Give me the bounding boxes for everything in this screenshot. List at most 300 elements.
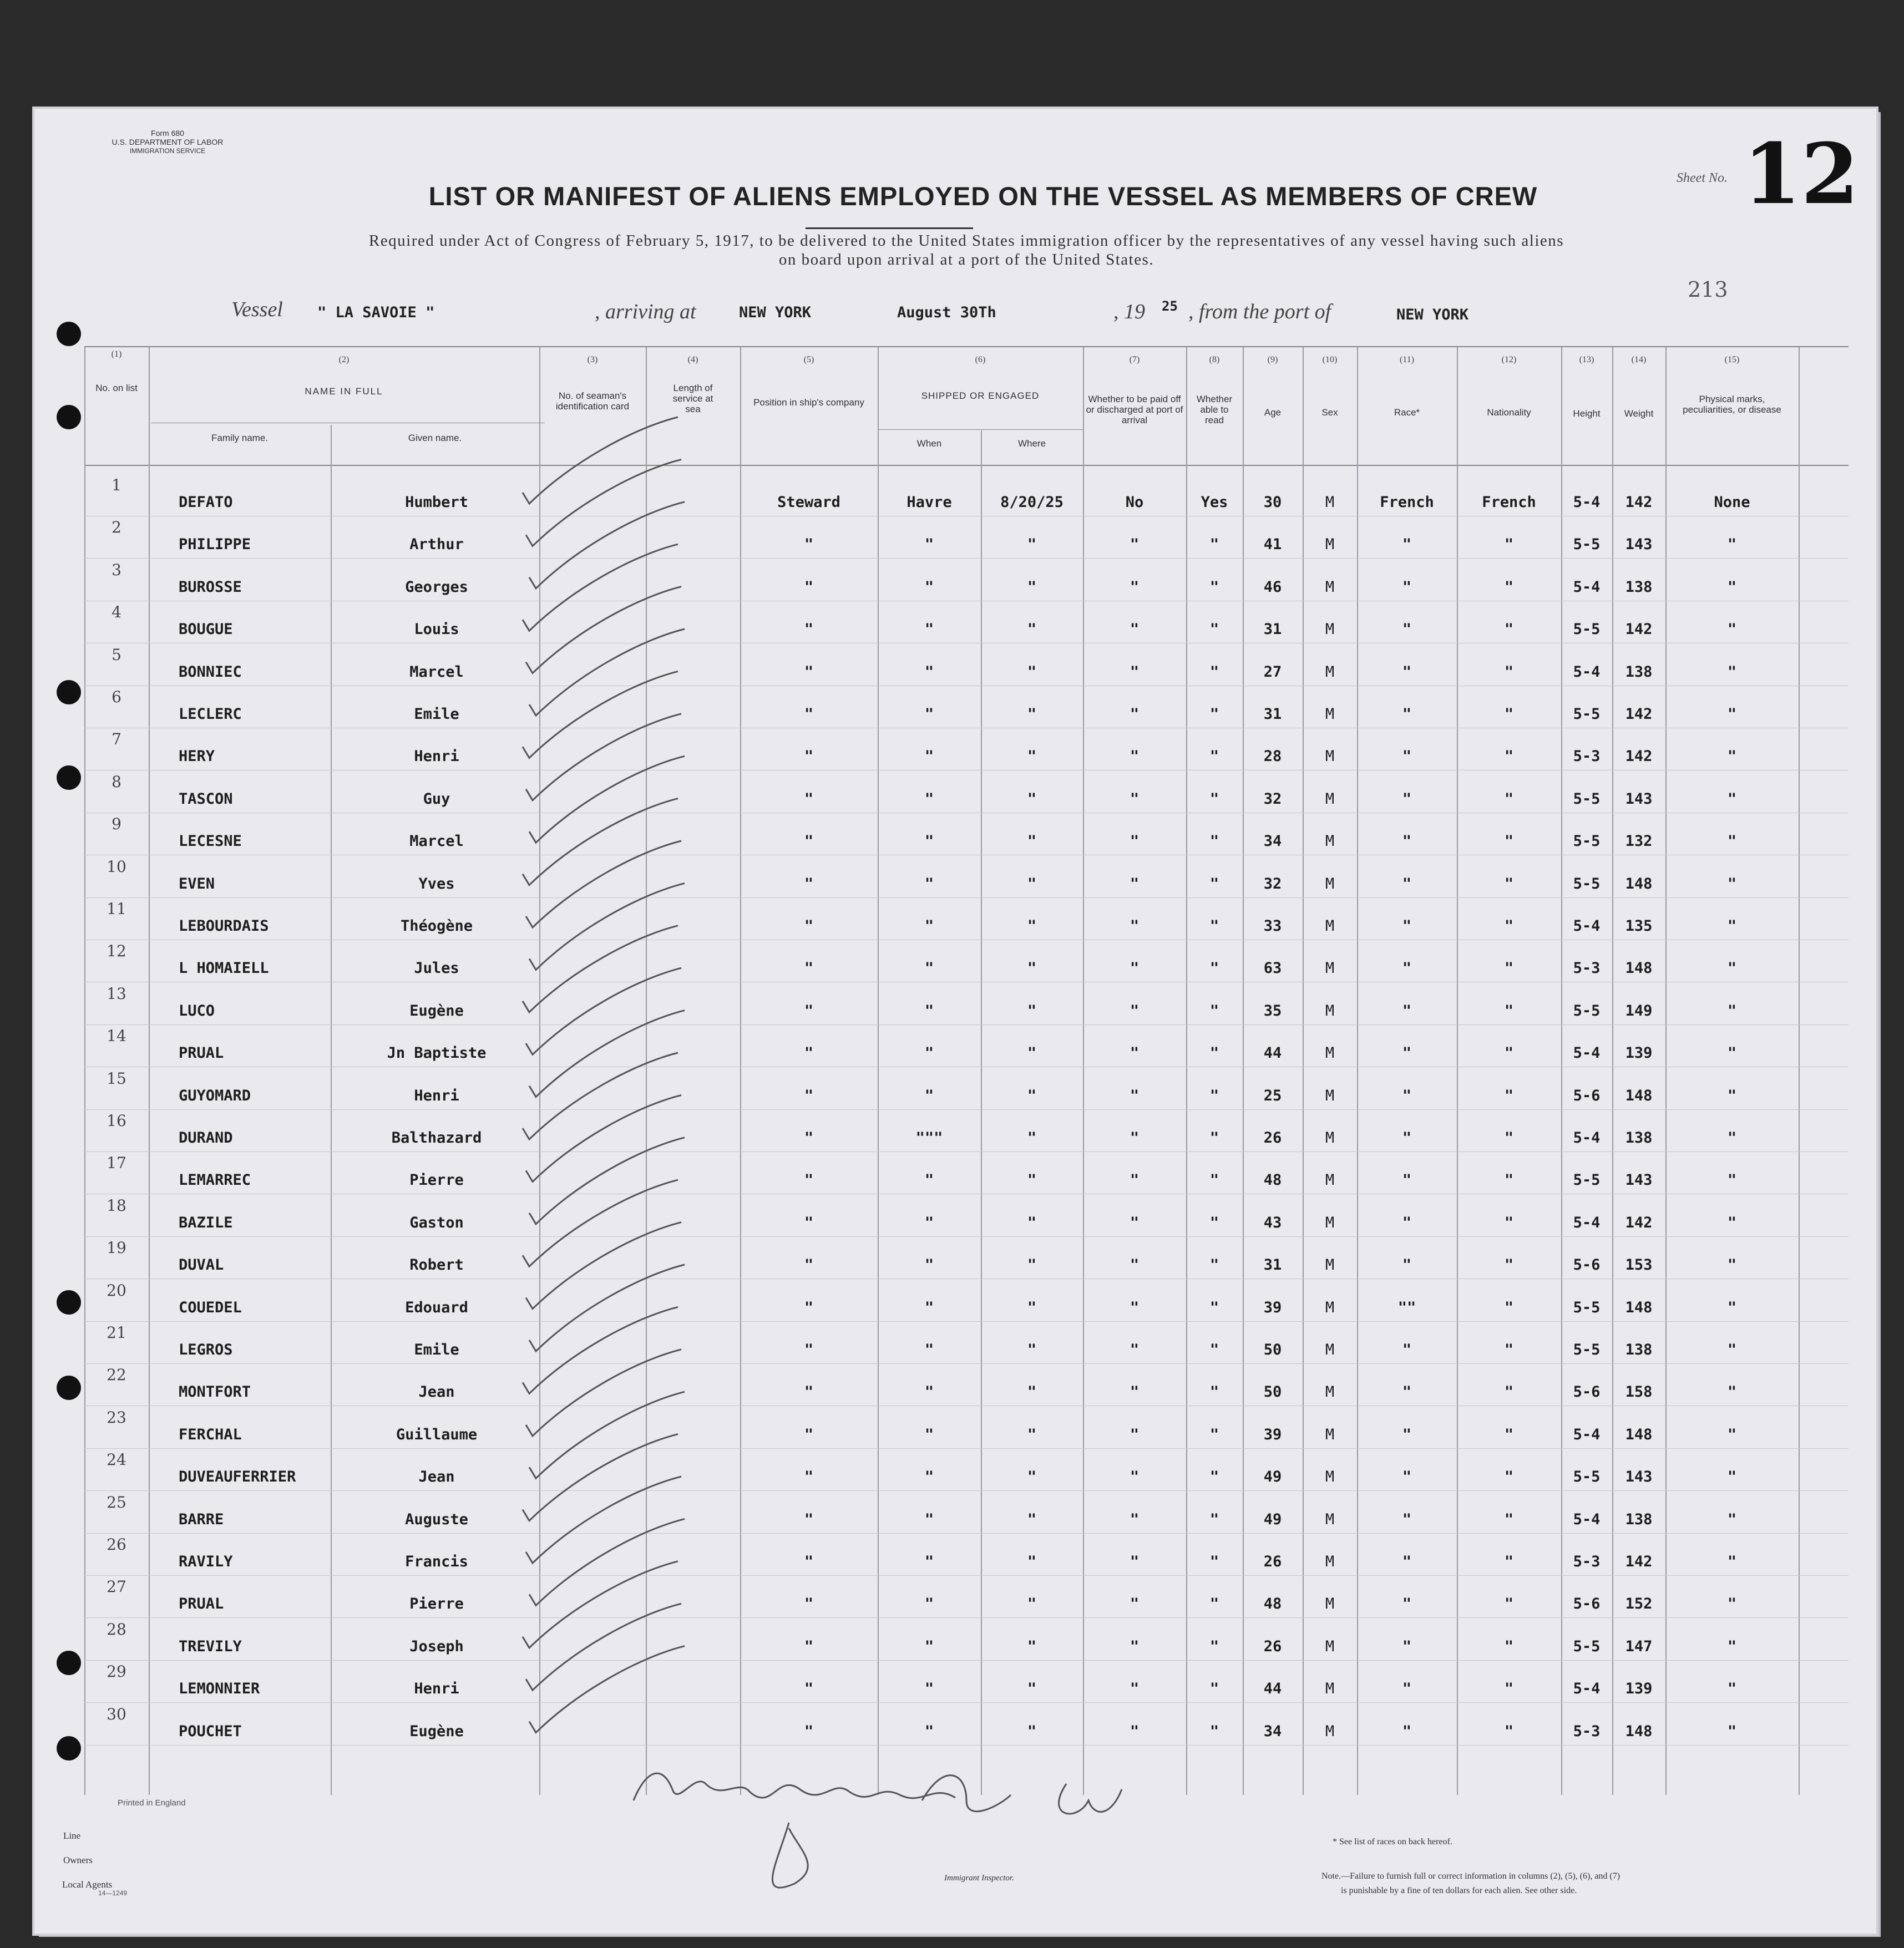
cell-given: Robert	[409, 1256, 464, 1274]
cell-given: Pierre	[409, 1171, 464, 1189]
cell-sex: M	[1325, 1214, 1335, 1231]
check-mark	[526, 1222, 681, 1309]
cell-sex: M	[1325, 494, 1335, 511]
cell-marks: "	[1727, 1680, 1737, 1698]
cell-where: "	[1027, 1129, 1037, 1147]
cell-nationality: "	[1504, 1468, 1514, 1486]
cell-read: "	[1209, 833, 1219, 850]
col7-header: Whether to be paid off or discharged at port of arrival	[1086, 394, 1183, 425]
year-prefix: , 19	[1113, 300, 1145, 323]
check-mark	[529, 502, 685, 589]
check-mark	[523, 1307, 678, 1393]
cell-read: "	[1209, 875, 1219, 892]
cell-position: "	[804, 1129, 814, 1147]
cell-nationality: "	[1504, 1129, 1514, 1147]
cell-age: 28	[1263, 748, 1282, 765]
cell-race: "	[1402, 917, 1412, 935]
cell-weight: 142	[1625, 706, 1653, 723]
cell-read: "	[1209, 1680, 1219, 1698]
cell-where: "	[1027, 1256, 1037, 1274]
cell-position: "	[804, 1510, 814, 1528]
cell-no: 2	[112, 518, 121, 537]
col7-number: (7)	[1129, 355, 1140, 364]
cell-race: "	[1402, 578, 1412, 596]
cell-marks: "	[1727, 1426, 1737, 1443]
cell-height: 5-4	[1573, 663, 1601, 681]
cell-where: "	[1027, 1171, 1037, 1189]
cell-race: "	[1402, 536, 1412, 554]
cell-nationality: "	[1504, 1680, 1514, 1698]
cell-age: 39	[1263, 1426, 1282, 1443]
cell-age: 31	[1263, 621, 1282, 638]
check-mark	[526, 1095, 681, 1181]
cell-weight: 148	[1625, 1722, 1653, 1740]
cell-position: "	[804, 833, 814, 850]
cell-no: 25	[107, 1493, 126, 1511]
cell-where: "	[1027, 790, 1037, 808]
cell-sex: M	[1325, 1044, 1335, 1062]
cell-where: "	[1027, 1002, 1037, 1019]
cell-weight: 148	[1625, 1426, 1653, 1443]
cell-marks: "	[1727, 1468, 1737, 1486]
check-mark	[526, 968, 681, 1054]
cell-no: 9	[112, 815, 121, 834]
check-mark	[529, 629, 685, 716]
cell-height: 5-4	[1573, 917, 1601, 935]
cell-race: "	[1402, 1171, 1412, 1189]
cell-given: Francis	[405, 1553, 468, 1570]
cell-sex: M	[1325, 917, 1335, 935]
cell-race: "	[1402, 875, 1412, 892]
col6-number: (6)	[975, 355, 986, 364]
from-port: NEW YORK	[1396, 306, 1469, 323]
cell-race: ""	[1397, 1298, 1416, 1316]
service-name: IMMIGRATION SERVICE	[129, 147, 206, 155]
cell-marks: "	[1727, 790, 1737, 808]
given-name-header: Given name.	[408, 433, 462, 443]
cell-where: "	[1027, 1680, 1037, 1698]
cell-no: 15	[107, 1069, 126, 1088]
cell-read: "	[1209, 1722, 1219, 1740]
check-mark	[526, 1477, 681, 1563]
cell-marks: "	[1727, 578, 1737, 596]
page-title: LIST OR MANIFEST OF ALIENS EMPLOYED ON THE VESSEL AS MEMBERS OF CREW	[428, 181, 1538, 211]
cell-height: 5-3	[1573, 1553, 1601, 1570]
check-mark	[523, 671, 678, 758]
cell-nationality: "	[1504, 578, 1514, 596]
inspector-label: Immigrant Inspector.	[944, 1874, 1014, 1883]
cell-paid: "	[1130, 1298, 1140, 1316]
cell-read: "	[1209, 706, 1219, 723]
cell-when: "	[924, 790, 934, 808]
from-label: , from the port of	[1188, 300, 1331, 323]
cell-family: POUCHET	[179, 1722, 242, 1740]
cell-height: 5-4	[1573, 1510, 1601, 1528]
cell-age: 34	[1263, 833, 1282, 850]
cell-age: 26	[1263, 1637, 1282, 1655]
cell-read: "	[1209, 748, 1219, 765]
cell-read: "	[1209, 1298, 1219, 1316]
cell-read: "	[1209, 1510, 1219, 1528]
cell-when: "	[924, 1468, 934, 1486]
cell-when: "	[924, 1680, 934, 1698]
cell-when: "	[924, 1341, 934, 1358]
col14-number: (14)	[1631, 355, 1647, 364]
cell-given: Pierre	[409, 1595, 464, 1613]
cell-read: "	[1209, 1341, 1219, 1358]
cell-race: "	[1402, 1383, 1412, 1401]
cell-read: Yes	[1201, 494, 1228, 511]
cell-sex: M	[1325, 1722, 1335, 1740]
cell-marks: "	[1727, 1510, 1737, 1528]
cell-sex: M	[1325, 1298, 1335, 1316]
stamp-number: 213	[1688, 277, 1728, 302]
cell-nationality: "	[1504, 1087, 1514, 1104]
cell-no: 28	[107, 1620, 126, 1638]
cell-position: "	[804, 536, 814, 554]
col3-header: No. of seaman's identification card	[555, 390, 630, 412]
subtitle-line-1: Required under Act of Congress of February 5, 1917, to be delivered to the United States immigration officer by the representatives of any vessel having such aliens	[368, 232, 1564, 250]
form-code: 14—1249	[98, 1889, 128, 1897]
cell-sex: M	[1325, 621, 1335, 638]
cell-where: "	[1027, 1637, 1037, 1655]
col3-number: (3)	[587, 355, 598, 364]
cell-family: DUVEAUFERRIER	[179, 1468, 296, 1486]
cell-height: 5-4	[1573, 1044, 1601, 1062]
cell-when: "	[924, 1426, 934, 1443]
cell-given: Marcel	[409, 833, 464, 850]
cell-marks: "	[1727, 1383, 1737, 1401]
cell-given: Théogène	[400, 917, 473, 935]
col15-number: (15)	[1724, 355, 1740, 364]
check-mark	[529, 756, 685, 843]
cell-family: HERY	[179, 748, 215, 765]
cell-height: 5-5	[1573, 1341, 1601, 1358]
cell-paid: "	[1130, 1171, 1140, 1189]
cell-race: "	[1402, 1468, 1412, 1486]
cell-where: "	[1027, 1510, 1037, 1528]
cell-age: 34	[1263, 1722, 1282, 1740]
check-mark	[523, 544, 678, 631]
cell-given: Joseph	[409, 1637, 464, 1655]
cell-paid: "	[1130, 1087, 1140, 1104]
cell-nationality: "	[1504, 1044, 1514, 1062]
check-mark	[523, 926, 678, 1012]
cell-when: "	[924, 1722, 934, 1740]
col11-header: Race*	[1394, 407, 1420, 418]
cell-height: 5-4	[1573, 1214, 1601, 1231]
cell-family: PRUAL	[179, 1595, 224, 1613]
col2-header: NAME IN FULL	[305, 386, 383, 397]
cell-race: "	[1402, 706, 1412, 723]
cell-nationality: "	[1504, 536, 1514, 554]
local-agents-label: Local Agents	[62, 1879, 113, 1890]
year-suffix: 25	[1162, 298, 1178, 314]
cell-marks: "	[1727, 706, 1737, 723]
arrival-date: August 30Th	[897, 304, 996, 321]
cell-age: 33	[1263, 917, 1282, 935]
cell-nationality: "	[1504, 1214, 1514, 1231]
cell-marks: "	[1727, 1129, 1737, 1147]
cell-given: Georges	[405, 578, 468, 596]
cell-marks: "	[1727, 1722, 1737, 1740]
cell-position: "	[804, 1468, 814, 1486]
cell-height: 5-5	[1573, 621, 1601, 638]
cell-no: 22	[107, 1366, 126, 1384]
check-mark	[523, 417, 678, 504]
cell-family: BOUGUE	[179, 621, 233, 638]
col12-number: (12)	[1501, 355, 1517, 364]
cell-nationality: "	[1504, 1722, 1514, 1740]
cell-race: "	[1402, 1553, 1412, 1570]
cell-weight: 138	[1625, 1341, 1653, 1358]
cell-where: "	[1027, 1087, 1037, 1104]
cell-age: 49	[1263, 1468, 1282, 1486]
col4-header: Length of service at sea	[672, 383, 713, 414]
cell-position: "	[804, 1722, 814, 1740]
cell-paid: "	[1130, 1637, 1140, 1655]
col15-header: Physical marks, peculiarities, or disease	[1683, 394, 1781, 415]
cell-where: "	[1027, 1298, 1037, 1316]
col13-number: (13)	[1579, 355, 1594, 364]
cell-family: BONNIEC	[179, 663, 242, 681]
cell-height: 5-3	[1573, 748, 1601, 765]
cell-race: French	[1380, 494, 1434, 511]
cell-position: "	[804, 960, 814, 977]
col10-number: (10)	[1322, 355, 1338, 364]
cell-family: DUVAL	[179, 1256, 224, 1274]
cell-weight: 142	[1625, 748, 1653, 765]
cell-no: 1	[112, 476, 121, 494]
cell-age: 31	[1263, 706, 1282, 723]
cell-race: "	[1402, 1426, 1412, 1443]
cell-age: 48	[1263, 1595, 1282, 1613]
cell-age: 27	[1263, 663, 1282, 681]
cell-paid: "	[1130, 1002, 1140, 1019]
cell-read: "	[1209, 1087, 1219, 1104]
department-name: U.S. DEPARTMENT OF LABOR	[112, 138, 224, 146]
cell-family: BUROSSE	[179, 578, 242, 596]
cell-height: 5-5	[1573, 1637, 1601, 1655]
cell-sex: M	[1325, 875, 1335, 892]
cell-when: "	[924, 1002, 934, 1019]
cell-given: Henri	[414, 1087, 459, 1104]
cell-nationality: "	[1504, 875, 1514, 892]
cell-paid: "	[1130, 748, 1140, 765]
cell-family: LECLERC	[179, 706, 242, 723]
cell-when: "	[924, 621, 934, 638]
cell-marks: "	[1727, 1637, 1737, 1655]
cell-when: "	[924, 875, 934, 892]
cell-paid: "	[1130, 1468, 1140, 1486]
cell-weight: 143	[1625, 536, 1653, 554]
when-header: When	[916, 438, 942, 449]
cell-read: "	[1209, 621, 1219, 638]
cell-no: 3	[112, 560, 121, 579]
cell-read: "	[1209, 1256, 1219, 1274]
cell-height: 5-3	[1573, 960, 1601, 977]
cell-no: 20	[107, 1281, 126, 1300]
col8-header: Whether able to read	[1196, 394, 1233, 425]
cell-weight: 152	[1625, 1595, 1653, 1613]
cell-race: "	[1402, 621, 1412, 638]
cell-height: 5-5	[1573, 1171, 1601, 1189]
cell-paid: "	[1130, 663, 1140, 681]
cell-family: BAZILE	[179, 1214, 233, 1231]
cell-position: "	[804, 621, 814, 638]
cell-no: 5	[112, 645, 121, 664]
cell-height: 5-4	[1573, 494, 1601, 511]
cell-family: LEMARREC	[179, 1171, 251, 1189]
cell-where: "	[1027, 1426, 1037, 1443]
check-mark	[529, 1392, 685, 1478]
cell-weight: 138	[1625, 1510, 1653, 1528]
cell-read: "	[1209, 1129, 1219, 1147]
owners-label: Owners	[63, 1855, 93, 1865]
cell-no: 17	[107, 1154, 126, 1173]
cell-when: "	[924, 833, 934, 850]
cell-where: "	[1027, 1214, 1037, 1231]
cell-nationality: "	[1504, 1553, 1514, 1570]
cell-no: 4	[112, 603, 121, 622]
cell-read: "	[1209, 790, 1219, 808]
cell-race: "	[1402, 960, 1412, 977]
cell-given: Henri	[414, 748, 459, 765]
cell-when: "	[924, 536, 934, 554]
cell-position: "	[804, 1298, 814, 1316]
cell-nationality: "	[1504, 1383, 1514, 1401]
cell-position: Steward	[777, 494, 840, 511]
cell-weight: 143	[1625, 1171, 1653, 1189]
cell-where: "	[1027, 621, 1037, 638]
cell-position: "	[804, 578, 814, 596]
cell-weight: 149	[1625, 1002, 1653, 1019]
cell-age: 32	[1263, 790, 1282, 808]
cell-sex: M	[1325, 1426, 1335, 1443]
cell-nationality: "	[1504, 1595, 1514, 1613]
cell-family: DEFATO	[179, 494, 233, 511]
cell-where: "	[1027, 578, 1037, 596]
cell-family: EVEN	[179, 875, 215, 892]
cell-sex: M	[1325, 1256, 1335, 1274]
cell-height: 5-6	[1573, 1383, 1601, 1401]
cell-paid: "	[1130, 1129, 1140, 1147]
cell-paid: "	[1130, 917, 1140, 935]
cell-age: 39	[1263, 1298, 1282, 1316]
cell-weight: 139	[1625, 1680, 1653, 1698]
cell-marks: "	[1727, 1341, 1737, 1358]
cell-paid: "	[1130, 1510, 1140, 1528]
cell-no: 19	[107, 1239, 126, 1257]
cell-height: 5-5	[1573, 706, 1601, 723]
sheet-number: 12	[1743, 125, 1859, 223]
cell-position: "	[804, 917, 814, 935]
cell-nationality: "	[1504, 1341, 1514, 1358]
col13-header: Height	[1573, 408, 1601, 419]
cell-sex: M	[1325, 1510, 1335, 1528]
check-mark	[523, 1561, 678, 1648]
cell-read: "	[1209, 663, 1219, 681]
col9-number: (9)	[1267, 355, 1278, 364]
check-mark	[526, 587, 681, 673]
cell-race: "	[1402, 1680, 1412, 1698]
cell-when: Havre	[907, 494, 952, 511]
cell-nationality: "	[1504, 706, 1514, 723]
cell-marks: "	[1727, 1256, 1737, 1274]
cell-family: RAVILY	[179, 1553, 233, 1570]
col14-header: Weight	[1624, 408, 1654, 419]
cell-paid: "	[1130, 1044, 1140, 1062]
cell-paid: "	[1130, 578, 1140, 596]
cell-where: "	[1027, 917, 1037, 935]
cell-sex: M	[1325, 1171, 1335, 1189]
cell-no: 24	[107, 1450, 126, 1469]
cell-when: "	[924, 1171, 934, 1189]
cell-family: TASCON	[179, 790, 233, 808]
cell-age: 32	[1263, 875, 1282, 892]
cell-when: "	[924, 960, 934, 977]
cell-sex: M	[1325, 1341, 1335, 1358]
cell-age: 48	[1263, 1171, 1282, 1189]
cell-when: "	[924, 1383, 934, 1401]
cell-given: Guillaume	[396, 1426, 478, 1443]
cell-age: 49	[1263, 1510, 1282, 1528]
cell-nationality: "	[1504, 1510, 1514, 1528]
cell-weight: 142	[1625, 494, 1653, 511]
cell-when: "	[924, 578, 934, 596]
cell-position: "	[804, 790, 814, 808]
cell-age: 46	[1263, 578, 1282, 596]
cell-position: "	[804, 1426, 814, 1443]
cell-given: Emile	[414, 706, 459, 723]
check-mark	[523, 799, 678, 885]
cell-family: GUYOMARD	[179, 1087, 251, 1104]
cell-given: Louis	[414, 621, 459, 638]
cell-paid: "	[1130, 706, 1140, 723]
cell-when: "	[924, 1214, 934, 1231]
cell-sex: M	[1325, 1468, 1335, 1486]
col5-number: (5)	[803, 355, 814, 364]
cell-marks: "	[1727, 960, 1737, 977]
cell-position: "	[804, 1171, 814, 1189]
cell-height: 5-5	[1573, 1002, 1601, 1019]
col8-number: (8)	[1209, 355, 1220, 364]
cell-sex: M	[1325, 536, 1335, 554]
cell-paid: "	[1130, 1680, 1140, 1698]
cell-when: "	[924, 1256, 934, 1274]
cell-age: 30	[1263, 494, 1282, 511]
cell-where: "	[1027, 536, 1037, 554]
cell-given: Eugène	[409, 1002, 464, 1019]
cell-marks: "	[1727, 1298, 1737, 1316]
cell-weight: 138	[1625, 578, 1653, 596]
cell-marks: "	[1727, 1171, 1737, 1189]
cell-when: "	[924, 1044, 934, 1062]
cell-weight: 158	[1625, 1383, 1653, 1401]
cell-sex: M	[1325, 1129, 1335, 1147]
cell-family: PRUAL	[179, 1044, 224, 1062]
cell-sex: M	[1325, 1002, 1335, 1019]
cell-marks: "	[1727, 536, 1737, 554]
cell-paid: "	[1130, 790, 1140, 808]
cell-no: 27	[107, 1577, 126, 1596]
cell-paid: "	[1130, 833, 1140, 850]
cell-marks: "	[1727, 1087, 1737, 1104]
cell-read: "	[1209, 1468, 1219, 1486]
cell-family: COUEDEL	[179, 1298, 242, 1316]
cell-read: "	[1209, 1002, 1219, 1019]
cell-where: "	[1027, 1595, 1037, 1613]
